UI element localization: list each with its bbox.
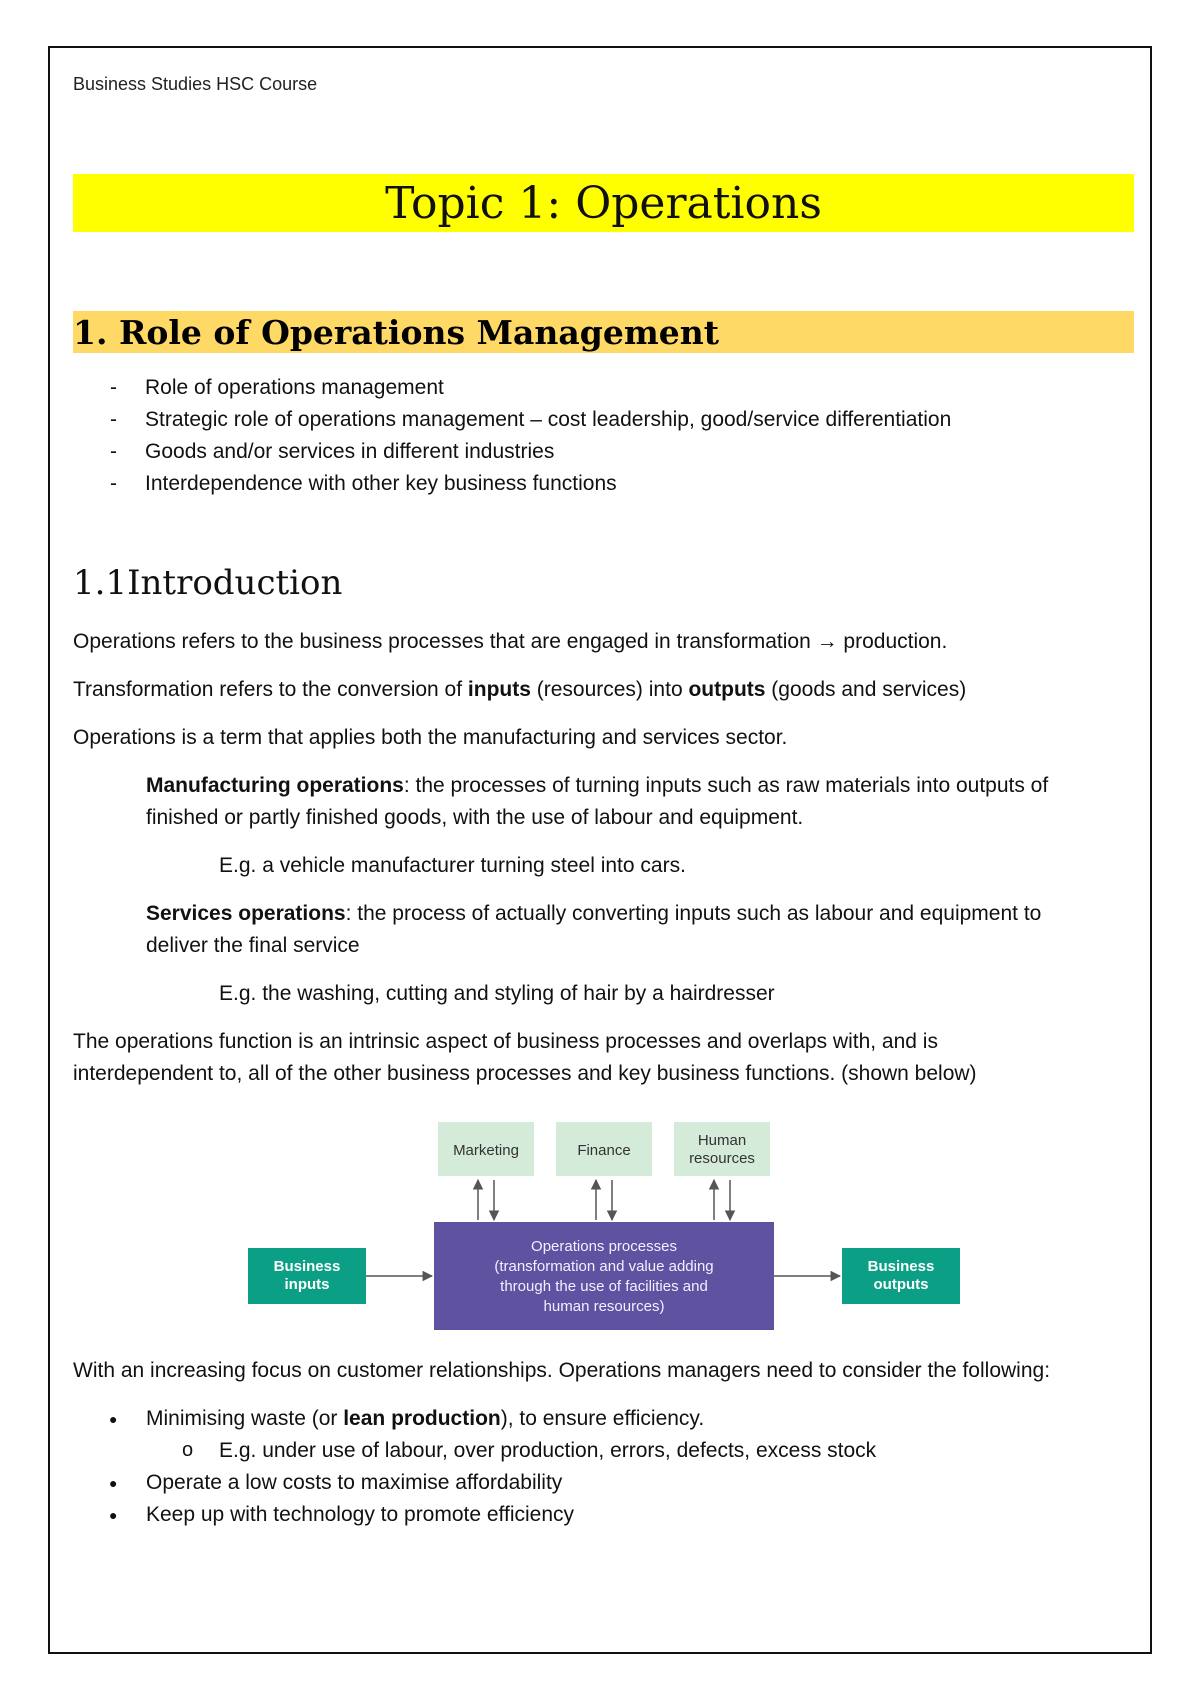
list-item: - Interdependence with other key business functions [73, 468, 951, 500]
intro-heading: 1.1Introduction [73, 563, 343, 603]
section-bar [73, 311, 1134, 353]
list-item: - Goods and/or services in different industries [73, 436, 951, 468]
center-line: through the use of facilities and [500, 1278, 708, 1295]
section-title: 1. Role of Operations Management [73, 312, 720, 352]
list-item: ● Keep up with technology to promote efficiency [73, 1499, 876, 1531]
label-line: Human [697, 1132, 747, 1149]
running-header: Business Studies HSC Course [73, 74, 318, 94]
label-line: inputs [284, 1276, 330, 1293]
paragraph-transformation: Transformation refers to the conversion of inputs (resources) into outputs (goods and services) [73, 678, 967, 701]
label-line: resources [689, 1150, 755, 1167]
center-line: (transformation and value adding [494, 1258, 714, 1275]
finance-label: Finance [577, 1142, 631, 1159]
hr-label [689, 1132, 755, 1167]
list-item: - Strategic role of operations management – cost leadership, good/service differentiation [73, 404, 951, 436]
dash-marker: - [110, 376, 117, 399]
topic-title: Topic 1: Operations [385, 177, 822, 229]
term-services: Services operations [146, 902, 346, 925]
list-item: o E.g. under use of labour, over production, errors, defects, excess stock [73, 1435, 876, 1467]
dash-list [73, 372, 951, 500]
manufacturing-example: E.g. a vehicle manufacturer turning steel into cars. [219, 854, 686, 877]
manufacturing-definition: Manufacturing operations: the processes of turning inputs such as raw materials into outputs of finished or partly finished goods, with the use of labour and equipment. [146, 774, 1049, 829]
paragraph-operations: Operations refers to the business processes that are engaged in transformation → production. [73, 630, 948, 653]
term-manufacturing: Manufacturing operations [146, 774, 404, 797]
term-inputs: inputs [467, 678, 531, 701]
services-example: E.g. the washing, cutting and styling of hair by a hairdresser [219, 982, 775, 1005]
center-line: human resources) [543, 1298, 665, 1315]
label-line: outputs [873, 1276, 929, 1293]
label-line: Business [867, 1258, 935, 1275]
hr-box [674, 1122, 770, 1176]
topic-banner [73, 174, 1134, 232]
term-outputs: outputs [688, 678, 766, 701]
dash-marker: - [110, 440, 117, 463]
label-line: Business [273, 1258, 341, 1275]
paragraph-sectors: Operations is a term that applies both the manufacturing and services sector. [73, 726, 788, 749]
operations-diagram [240, 1120, 970, 1335]
marketing-label: Marketing [453, 1142, 519, 1159]
list-item: - Role of operations management [73, 372, 951, 404]
paragraph-interdependence: The operations function is an intrinsic aspect of business processes and overlaps with, and is interdependent to, all of the other business processes and key business functions. (shown below) [73, 1030, 977, 1085]
bullet-list [73, 1403, 876, 1531]
services-definition: Services operations: the process of actually converting inputs such as labour and equipment to deliver the final service [146, 902, 1042, 957]
list-item: ● Operate a low costs to maximise affordability [73, 1467, 876, 1499]
dash-marker: - [110, 472, 117, 495]
paragraph-customer-focus: With an increasing focus on customer relationships. Operations managers need to consider the following: [73, 1359, 1051, 1382]
center-line: Operations processes [531, 1238, 677, 1255]
list-item: ● Minimising waste (or lean production), to ensure efficiency. [73, 1403, 876, 1435]
term-lean-production: lean production [343, 1407, 501, 1430]
business-outputs-label [868, 1258, 935, 1293]
dash-marker: - [110, 408, 117, 431]
